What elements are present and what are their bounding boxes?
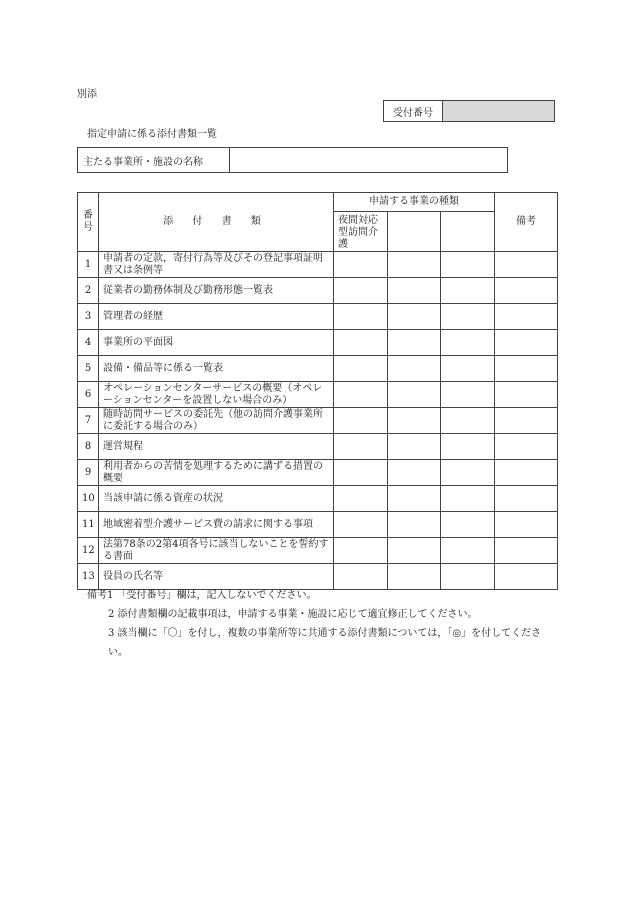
remarks-cell[interactable] <box>495 330 558 356</box>
row-document: 法第78条の2第4項各号に該当しないことを誓約する書面 <box>99 538 334 564</box>
type-2-cell[interactable] <box>388 278 441 304</box>
table-row <box>78 330 558 356</box>
row-document: 申請者の定款，寄付行為等及びその登記事項証明書又は条例等 <box>99 252 334 278</box>
type-3-cell[interactable] <box>441 486 495 512</box>
note-2: 2 添付書類欄の記載事項は，申請する事業・施設に応じて適宜修正してください。 <box>108 609 478 620</box>
type-3-cell[interactable] <box>441 460 495 486</box>
note-3: 3 該当欄に「〇」を付し，複数の事業所等に共通する添付書類については，「◎」を付してください。 <box>108 628 542 658</box>
type-1-cell[interactable] <box>334 356 388 382</box>
row-number: 8 <box>78 434 99 460</box>
type-1-cell[interactable] <box>334 460 388 486</box>
row-document: 管理者の経歴 <box>99 304 334 330</box>
row-number: 5 <box>78 356 99 382</box>
remarks-cell[interactable] <box>495 304 558 330</box>
row-document: 役員の氏名等 <box>99 564 334 590</box>
row-document: オペレーションセンターサービスの概要（オペレーションセンターを設置しない場合のみ） <box>99 382 334 408</box>
annex-label: 別添 <box>77 89 97 100</box>
type-3-cell[interactable] <box>441 330 495 356</box>
type-3-cell[interactable] <box>441 434 495 460</box>
header-type-3[interactable] <box>441 212 495 252</box>
attachments-table <box>77 192 558 590</box>
row-document: 事業所の平面図 <box>99 330 334 356</box>
remarks-cell[interactable] <box>495 382 558 408</box>
type-2-cell[interactable] <box>388 460 441 486</box>
header-row <box>78 193 558 212</box>
row-number: 9 <box>78 460 99 486</box>
type-2-cell[interactable] <box>388 382 441 408</box>
header-number: 番号 <box>78 193 99 252</box>
header-type-2[interactable] <box>388 212 441 252</box>
type-3-cell[interactable] <box>441 252 495 278</box>
table-row <box>78 356 558 382</box>
table-row <box>78 304 558 330</box>
type-2-cell[interactable] <box>388 512 441 538</box>
table-row <box>78 486 558 512</box>
type-1-cell[interactable] <box>334 252 388 278</box>
note-1: 備考1 「受付番号」欄は，記入しないでください。 <box>87 590 317 601</box>
row-number: 12 <box>78 538 99 564</box>
notes <box>87 586 557 662</box>
document-title: 指定申請に係る添付書類一覧 <box>87 129 217 140</box>
facility-name-field[interactable] <box>230 148 507 172</box>
table-row <box>78 460 558 486</box>
row-number: 3 <box>78 304 99 330</box>
type-2-cell[interactable] <box>388 252 441 278</box>
row-number: 4 <box>78 330 99 356</box>
type-1-cell[interactable] <box>334 512 388 538</box>
row-document: 地域密着型介護サービス費の請求に関する事項 <box>99 512 334 538</box>
row-number: 11 <box>78 512 99 538</box>
type-3-cell[interactable] <box>441 382 495 408</box>
facility-name-label: 主たる事業所・施設の名称 <box>78 148 230 172</box>
header-remarks: 備考 <box>495 193 558 252</box>
table-row <box>78 434 558 460</box>
type-1-cell[interactable] <box>334 408 388 434</box>
row-number: 2 <box>78 278 99 304</box>
type-2-cell[interactable] <box>388 486 441 512</box>
type-3-cell[interactable] <box>441 512 495 538</box>
remarks-cell[interactable] <box>495 408 558 434</box>
type-2-cell[interactable] <box>388 304 441 330</box>
remarks-cell[interactable] <box>495 486 558 512</box>
type-3-cell[interactable] <box>441 304 495 330</box>
header-service-types: 申請する事業の種類 <box>334 193 495 212</box>
type-3-cell[interactable] <box>441 356 495 382</box>
remarks-cell[interactable] <box>495 538 558 564</box>
type-3-cell[interactable] <box>441 538 495 564</box>
facility-name-box <box>77 147 508 173</box>
row-number: 1 <box>78 252 99 278</box>
row-document: 随時訪問サービスの委託先（他の訪問介護事業所に委託する場合のみ） <box>99 408 334 434</box>
row-document: 設備・備品等に係る一覧表 <box>99 356 334 382</box>
type-2-cell[interactable] <box>388 408 441 434</box>
type-1-cell[interactable] <box>334 278 388 304</box>
table-row <box>78 278 558 304</box>
receipt-number-box <box>383 100 555 122</box>
table-row <box>78 408 558 434</box>
remarks-cell[interactable] <box>495 460 558 486</box>
type-1-cell[interactable] <box>334 304 388 330</box>
type-1-cell[interactable] <box>334 434 388 460</box>
row-document: 利用者からの苦情を処理するために講ずる措置の概要 <box>99 460 334 486</box>
receipt-number-label: 受付番号 <box>384 101 443 121</box>
type-2-cell[interactable] <box>388 330 441 356</box>
type-1-cell[interactable] <box>334 330 388 356</box>
type-2-cell[interactable] <box>388 538 441 564</box>
type-2-cell[interactable] <box>388 356 441 382</box>
row-number: 10 <box>78 486 99 512</box>
table-row <box>78 252 558 278</box>
table-row <box>78 538 558 564</box>
remarks-cell[interactable] <box>495 512 558 538</box>
type-1-cell[interactable] <box>334 538 388 564</box>
type-1-cell[interactable] <box>334 486 388 512</box>
type-3-cell[interactable] <box>441 278 495 304</box>
table-row <box>78 512 558 538</box>
row-number: 7 <box>78 408 99 434</box>
row-document: 当該申請に係る資産の状況 <box>99 486 334 512</box>
remarks-cell[interactable] <box>495 434 558 460</box>
header-documents: 添 付 書 類 <box>99 193 334 252</box>
remarks-cell[interactable] <box>495 278 558 304</box>
row-number: 13 <box>78 564 99 590</box>
row-number: 6 <box>78 382 99 408</box>
header-type-1: 夜間対応型訪問介護 <box>334 212 388 252</box>
remarks-cell[interactable] <box>495 252 558 278</box>
row-document: 従業者の勤務体制及び勤務形態一覧表 <box>99 278 334 304</box>
row-document: 運営規程 <box>99 434 334 460</box>
type-3-cell[interactable] <box>441 408 495 434</box>
remarks-cell[interactable] <box>495 356 558 382</box>
type-1-cell[interactable] <box>334 382 388 408</box>
table-row <box>78 382 558 408</box>
type-2-cell[interactable] <box>388 434 441 460</box>
receipt-number-field[interactable] <box>443 101 554 121</box>
